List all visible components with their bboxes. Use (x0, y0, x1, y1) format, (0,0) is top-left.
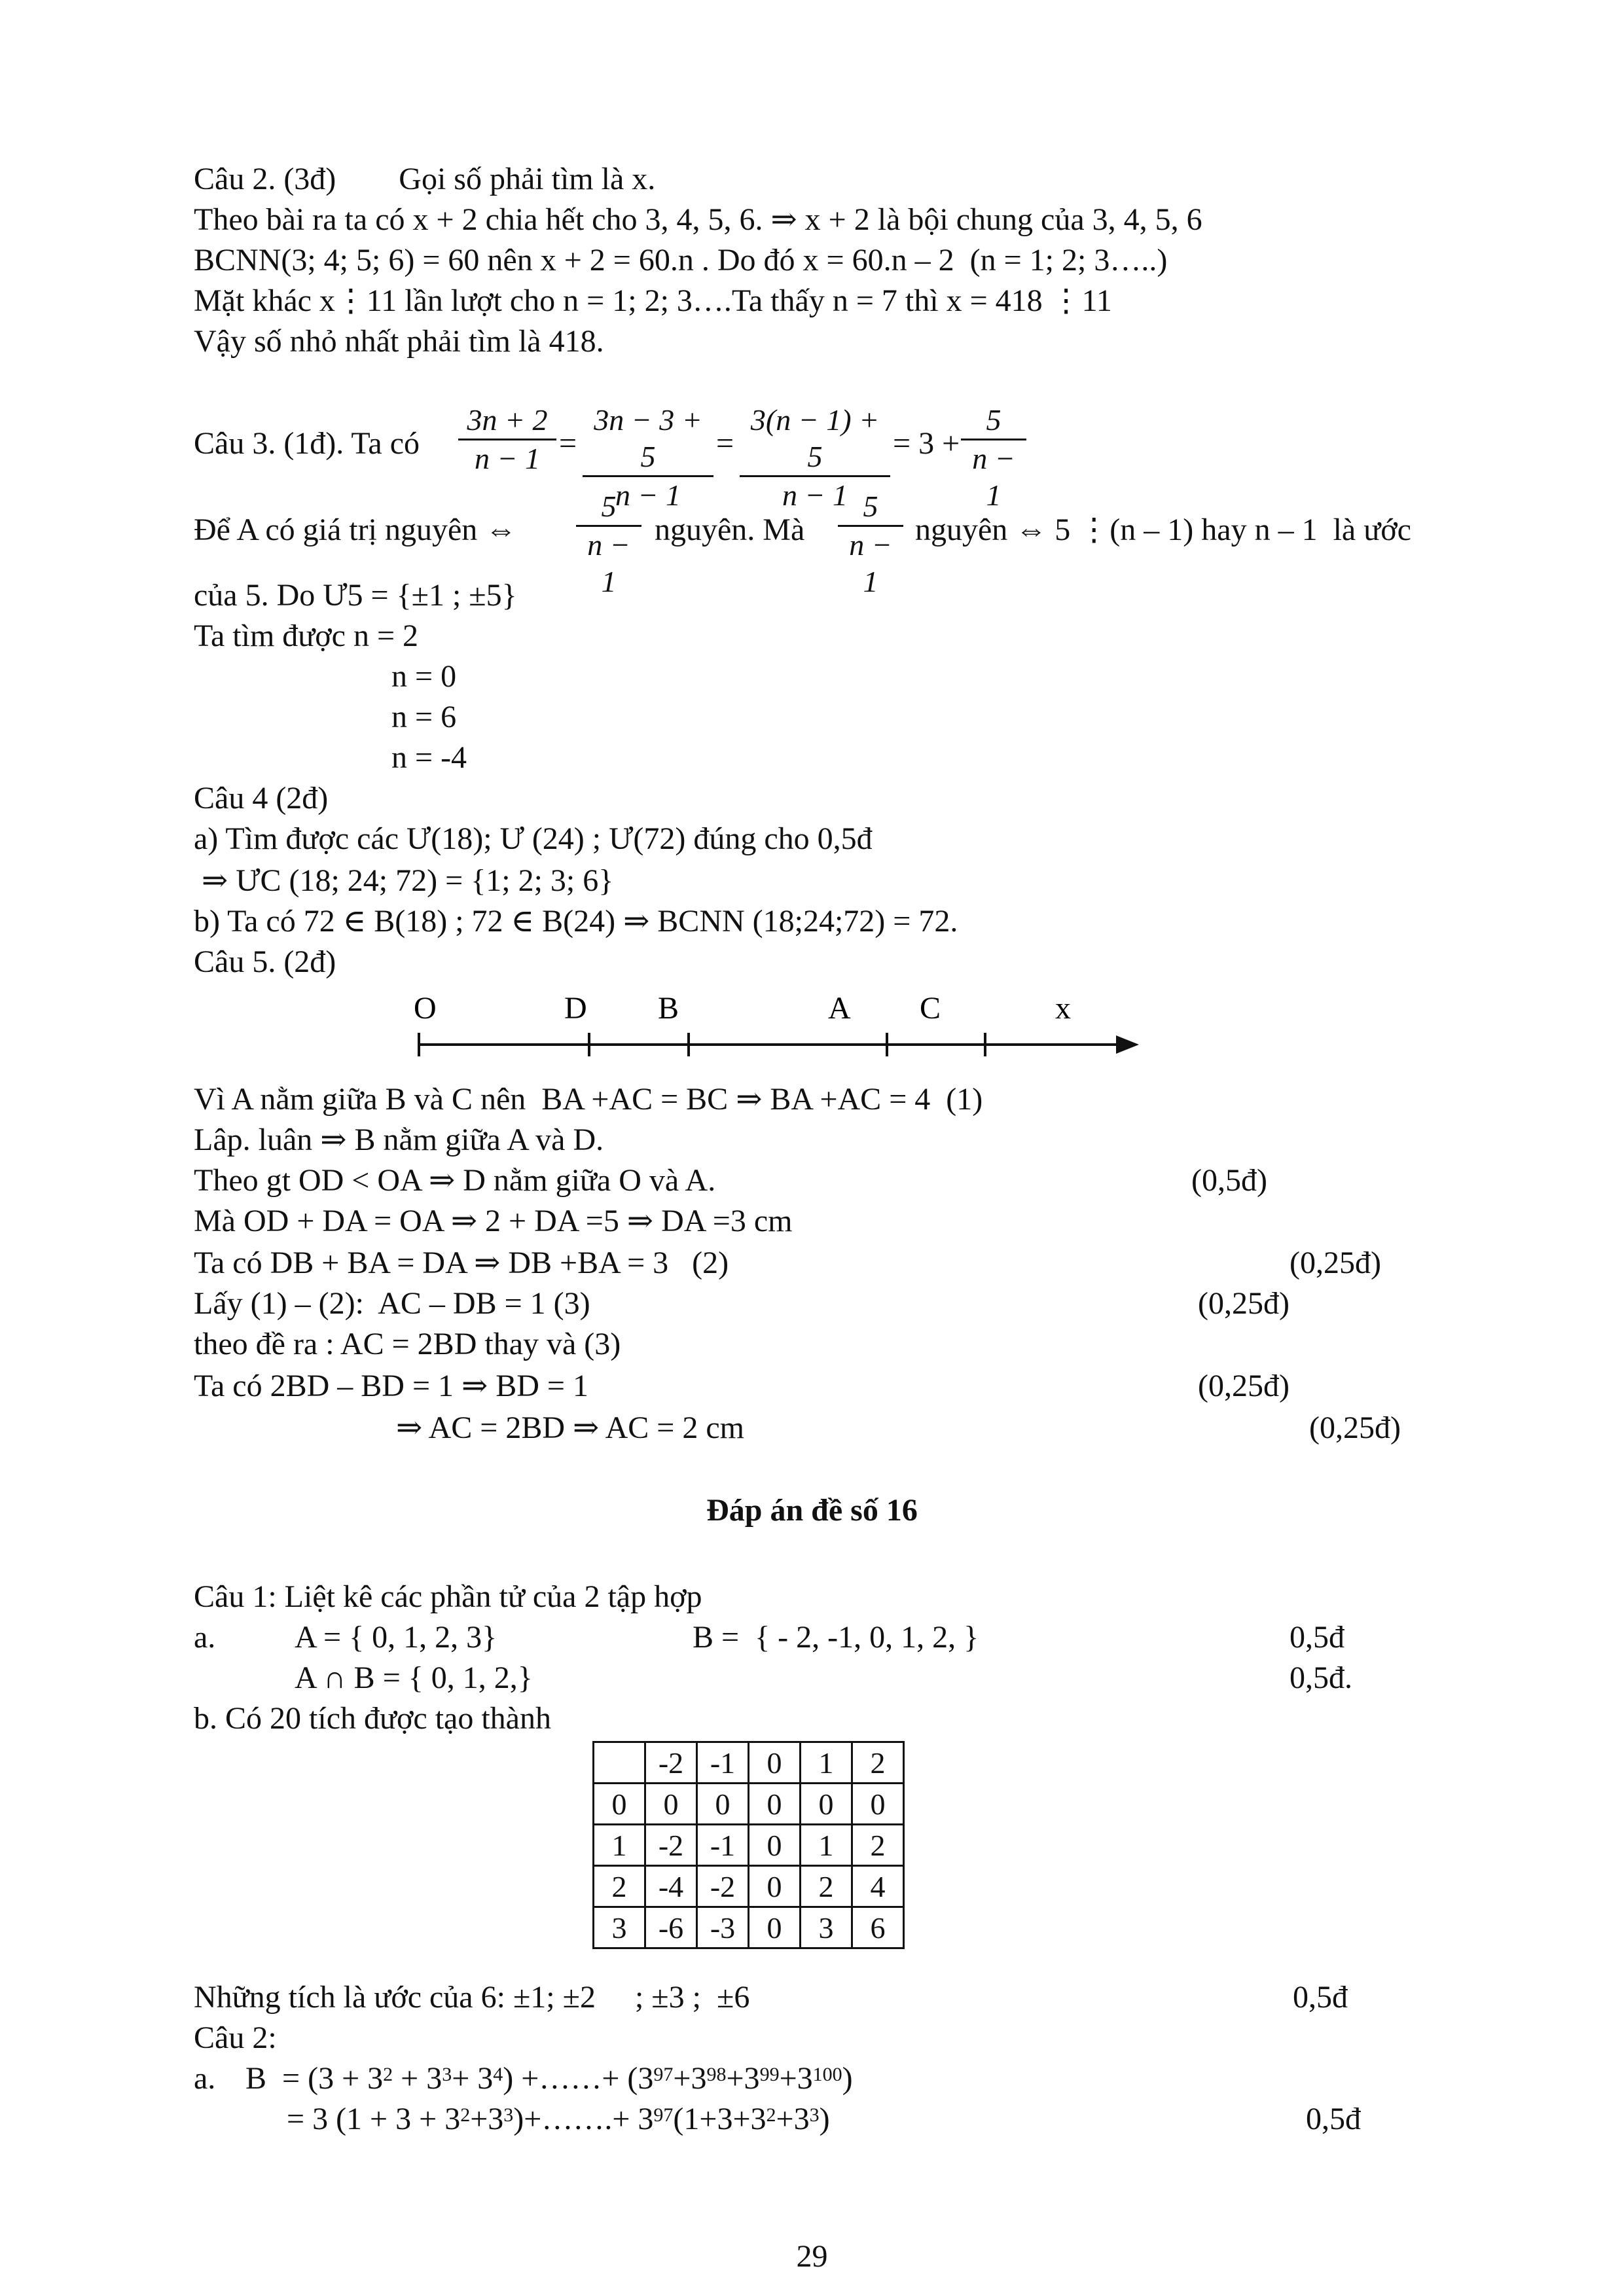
table-cell: -6 (645, 1907, 697, 1948)
cau5-score: (0,25đ) (1290, 1246, 1381, 1280)
table-cell: 2 (852, 1825, 904, 1866)
de16-cau1: Câu 1: Liệt kê các phần tử của 2 tập hợp (194, 1579, 702, 1614)
uoc-line: Những tích là ước của 6: ±1; ±2 ; ±3 ; ±6 (194, 1980, 750, 2015)
table-row (594, 1784, 904, 1825)
table-cell: 1 (801, 1825, 852, 1866)
de16-cau2a-label: a. (194, 2061, 216, 2096)
formula-b-line1: $B = (3 + 3^2 + 3^3+ 3^4)$ +……+ $(3^{97}+3^{98}+3^{99}+3^{100})$ (245, 2061, 853, 2096)
table-cell: -2 (645, 1825, 697, 1866)
table-cell: 0 (749, 1907, 801, 1948)
set-a: A = { 0, 1, 2, 3} (295, 1620, 497, 1655)
label-O: O (414, 991, 437, 1026)
cau3-n-value: n = 0 (391, 659, 457, 694)
cau2-line1: Câu 2. (3đ) Gọi số phải tìm là x. (194, 162, 656, 196)
cau5-line7: theo đề ra : AC = 2BD thay và (3) (194, 1327, 621, 1361)
cau2-line4: Mặt khác x⋮11 lần lượt cho n = 1; 2; 3….Ta thấy n = 7 thì x = 418 ⋮11 (194, 283, 1112, 318)
cau3-line2c: nguyên ⇔ 5 ⋮(n – 1) hay n – 1 là ước (915, 512, 1411, 547)
cau5-line8: Ta có 2BD – BD = 1 ⇒ BD = 1 (194, 1369, 588, 1403)
cau2-line3: BCNN(3; 4; 5; 6) = 60 nên x + 2 = 60.n . Do đó x = 60.n – 2 (n = 1; 2; 3…..) (194, 243, 1168, 278)
cau5-line1: Vì A nằm giữa B và C nên BA +AC = BC ⇒ BA +AC = 4 (1) (194, 1082, 983, 1117)
cau5-score: (0,25đ) (1309, 1410, 1401, 1445)
label-B: B (658, 991, 679, 1026)
cau2-line5: Vậy số nhỏ nhất phải tìm là 418. (194, 324, 604, 359)
table-header-row (594, 1742, 904, 1784)
table-cell: 0 (697, 1784, 749, 1825)
table-cell: 3 (801, 1907, 852, 1948)
formula-b-line2: = 3 $(1 + 3 + 3^2+3^3)+\dots\dots.+ 3^{97}(1+3+3^2+3^3)$ (287, 2102, 830, 2136)
cau3-n-value: n = -4 (391, 740, 467, 775)
table-cell: 1 (594, 1825, 645, 1866)
table-cell: 2 (801, 1866, 852, 1907)
score: 0,5đ (1290, 1620, 1344, 1655)
label-A: A (828, 991, 851, 1026)
table-cell (594, 1742, 645, 1784)
table-cell: 0 (801, 1784, 852, 1825)
table-cell: 4 (852, 1866, 904, 1907)
cau5-score: (0,5đ) (1191, 1163, 1267, 1198)
de16-cau2: Câu 2: (194, 2020, 277, 2055)
table-cell: -2 (645, 1742, 697, 1784)
cau4-title: Câu 4 (2đ) (194, 781, 329, 816)
set-intersection: A ∩ B = { 0, 1, 2,} (295, 1660, 533, 1695)
score: 0,5đ (1293, 1980, 1348, 2015)
fraction-5b: 5 n − 1 (838, 488, 903, 600)
table-cell: 1 (801, 1742, 852, 1784)
section-title: Đáp án đề số 16 (706, 1493, 918, 1528)
table-cell: 6 (852, 1907, 904, 1948)
table-cell: 0 (594, 1784, 645, 1825)
cau4-a2: ⇒ ƯC (18; 24; 72) = {1; 2; 3; 6} (194, 863, 614, 898)
de16-a-label: a. (194, 1620, 216, 1655)
cau5-line5: Ta có DB + BA = DA ⇒ DB +BA = 3 (2) (194, 1246, 729, 1280)
cau5-line4: Mà OD + DA = OA ⇒ 2 + DA =5 ⇒ DA =3 cm (194, 1204, 793, 1238)
cau3-line4: Ta tìm được n = 2 (194, 619, 419, 653)
equals-sign: = (559, 426, 577, 461)
fraction-3: 3(n − 1) + 5 n − 1 (740, 402, 890, 514)
table-cell: 0 (645, 1784, 697, 1825)
fraction-1: 3n + 2 n − 1 (458, 402, 556, 477)
table-cell: 0 (749, 1866, 801, 1907)
equals-three-plus: = 3 + (893, 426, 960, 461)
cau5-line2: Lâp. luân ⇒ B nằm giữa A và D. (194, 1122, 604, 1157)
equals-sign: = (716, 426, 734, 461)
cau3-line2b: nguyên. Mà (655, 512, 805, 547)
cau2-line2: Theo bài ra ta có x + 2 chia hết cho 3, 4, 5, 6. ⇒ x + 2 là bội chung của 3, 4, 5, 6 (194, 202, 1202, 237)
table-row (594, 1866, 904, 1907)
table-cell: -4 (645, 1866, 697, 1907)
score: 0,5đ (1306, 2102, 1361, 2136)
cau4-b: b) Ta có 72 ∈ B(18) ; 72 ∈ B(24) ⇒ BCNN (18;24;72) = 72. (194, 904, 958, 939)
table-cell: -1 (697, 1825, 749, 1866)
label-D: D (564, 991, 587, 1026)
cau5-score: (0,25đ) (1198, 1286, 1290, 1321)
cau5-score: (0,25đ) (1198, 1369, 1290, 1403)
table-cell: 2 (594, 1866, 645, 1907)
arrow-head-icon (1116, 1035, 1139, 1054)
product-table (592, 1741, 905, 1949)
de16-b-line: b. Có 20 tích được tạo thành (194, 1701, 551, 1736)
cau5-title: Câu 5. (2đ) (194, 944, 336, 979)
cau3-line2a: Để A có giá trị nguyên ⇔ (194, 512, 517, 547)
score: 0,5đ. (1290, 1660, 1352, 1695)
fraction-5a: 5 n − 1 (576, 488, 641, 600)
table-row (594, 1907, 904, 1948)
table-cell: -1 (697, 1742, 749, 1784)
fraction-4: 5 n − 1 (961, 402, 1026, 514)
table-cell: 0 (749, 1784, 801, 1825)
set-b: B = { - 2, -1, 0, 1, 2, } (693, 1620, 979, 1655)
fraction-2: 3n − 3 + 5 n − 1 (583, 402, 713, 514)
label-x: x (1055, 991, 1071, 1026)
cau3-line3: của 5. Do Ư5 = {±1 ; ±5} (194, 578, 517, 613)
table-cell: 2 (852, 1742, 904, 1784)
number-line-diagram (0, 982, 1624, 1073)
cau5-line3: Theo gt OD < OA ⇒ D nằm giữa O và A. (194, 1163, 716, 1198)
cau3-n-value: n = 6 (391, 700, 457, 734)
label-C: C (920, 991, 941, 1026)
page-number: 29 (796, 2239, 828, 2274)
cau5-line6: Lấy (1) – (2): AC – DB = 1 (3) (194, 1286, 590, 1321)
table-cell: 3 (594, 1907, 645, 1948)
table-cell: 0 (749, 1825, 801, 1866)
cau5-line9: ⇒ AC = 2BD ⇒ AC = 2 cm (396, 1410, 744, 1445)
table-row (594, 1825, 904, 1866)
table-cell: -3 (697, 1907, 749, 1948)
table-cell: 0 (749, 1742, 801, 1784)
cau4-a: a) Tìm được các Ư(18); Ư (24) ; Ư(72) đúng cho 0,5đ (194, 821, 873, 856)
table-cell: 0 (852, 1784, 904, 1825)
table-cell: -2 (697, 1866, 749, 1907)
cau3-prefix: Câu 3. (1đ). Ta có (194, 426, 420, 461)
